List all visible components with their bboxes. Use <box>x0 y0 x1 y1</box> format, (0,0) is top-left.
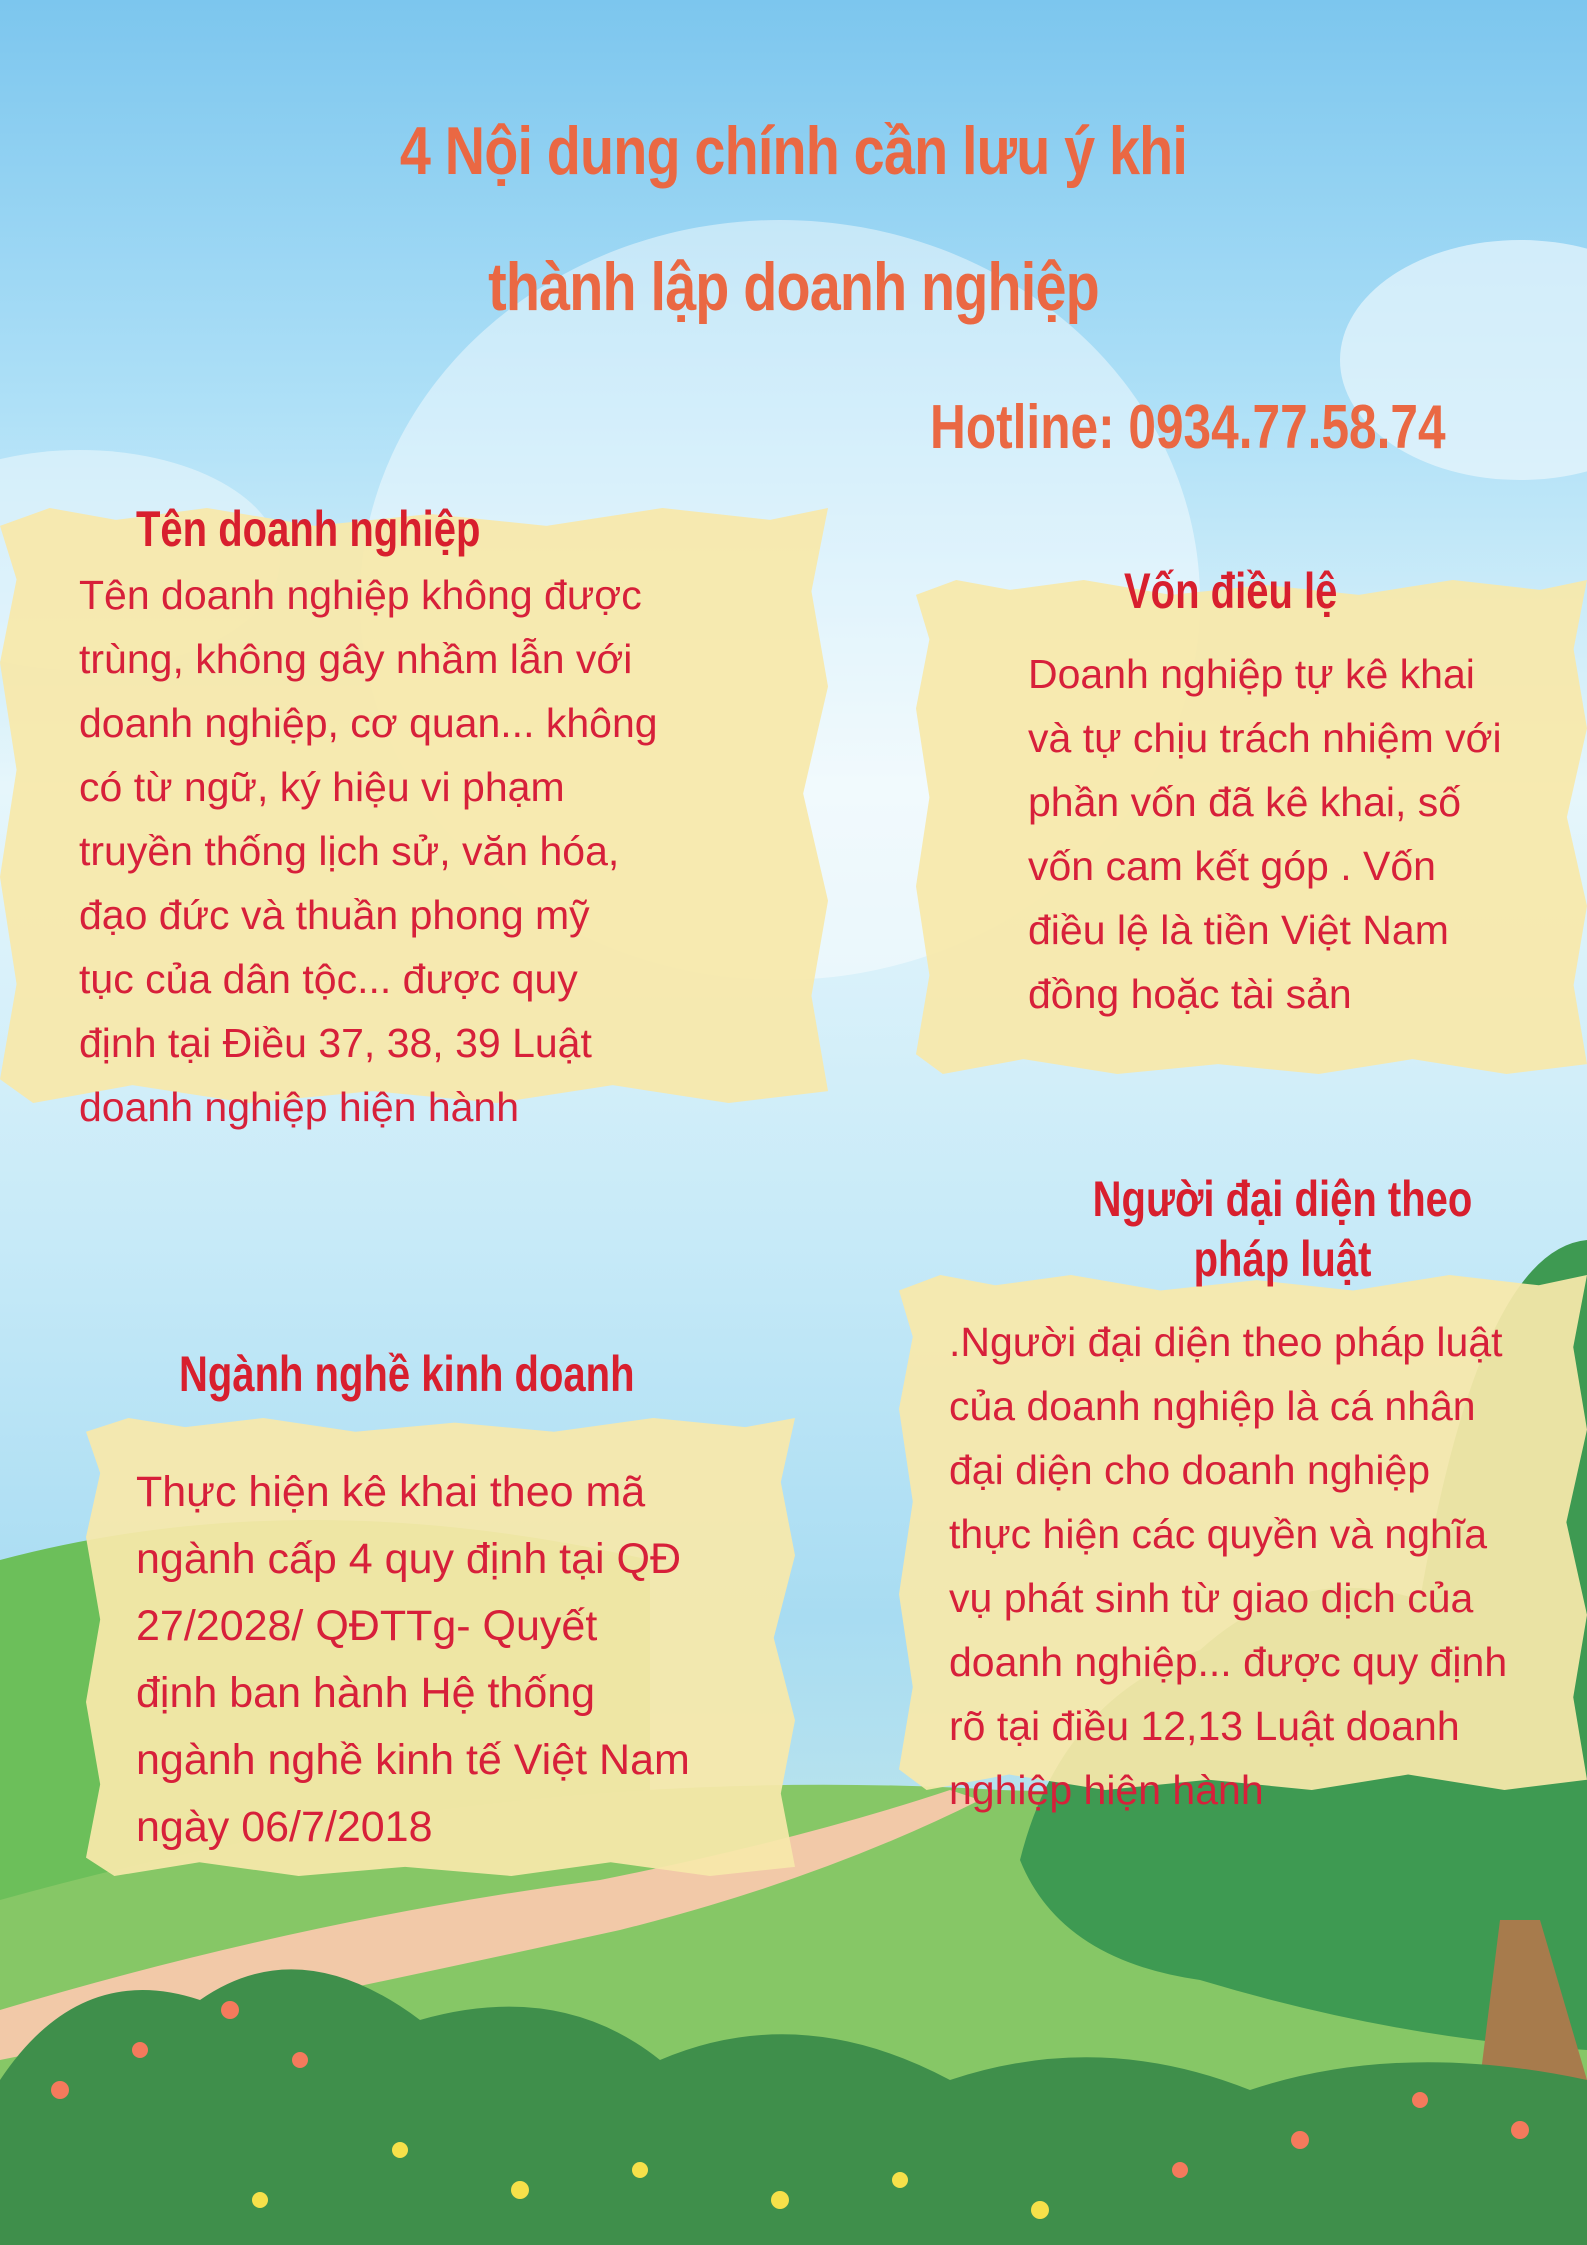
poster-title-line2: thành lập doanh nghiệp <box>488 249 1099 325</box>
body-company-name: Tên doanh nghiệp không được trùng, không gây nhầm lẫn với doanh nghiệp, cơ quan... không có từ ngữ, ký hiệu vi phạm truyền thống lịch sử, văn hóa, đạo đức và thuần phong mỹ tục của dân tộc... được quy định tại Điều 37, 38, 39 Luật doanh nghiệp hiện hành <box>79 572 658 1130</box>
heading-company-name: Tên doanh nghiệp <box>136 501 481 557</box>
body-business-lines: Thực hiện kê khai theo mã ngành cấp 4 quy định tại QĐ 27/2028/ QĐTTg- Quyết định ban hành Hệ thống ngành nghề kinh tế Việt Nam ngày 06/7/2018 <box>136 1468 690 1851</box>
heading-business-lines: Ngành nghề kinh doanh <box>179 1346 635 1402</box>
body-charter-capital: Doanh nghiệp tự kê khai và tự chịu trách nhiệm với phần vốn đã kê khai, số vốn cam kết góp . Vốn điều lệ là tiền Việt Nam đồng hoặc tài sản <box>1028 651 1502 1017</box>
hotline-text: Hotline: 0934.77.58.74 <box>930 393 1446 462</box>
heading-legal-representative-line2: pháp luật <box>1193 1231 1372 1287</box>
poster-title-line1: 4 Nội dung chính cần lưu ý khi <box>399 113 1188 189</box>
heading-legal-representative-line1: Người đại diện theo <box>1092 1171 1473 1227</box>
heading-charter-capital: Vốn điều lệ <box>1124 563 1338 619</box>
body-legal-representative: .Người đại diện theo pháp luật của doanh nghiệp là cá nhân đại diện cho doanh nghiệp thực hiện các quyền và nghĩa vụ phát sinh từ giao dịch của doanh nghiệp... được quy định rõ tại điều 12,13 Luật doanh nghiệp hiện hành <box>949 1319 1508 1813</box>
